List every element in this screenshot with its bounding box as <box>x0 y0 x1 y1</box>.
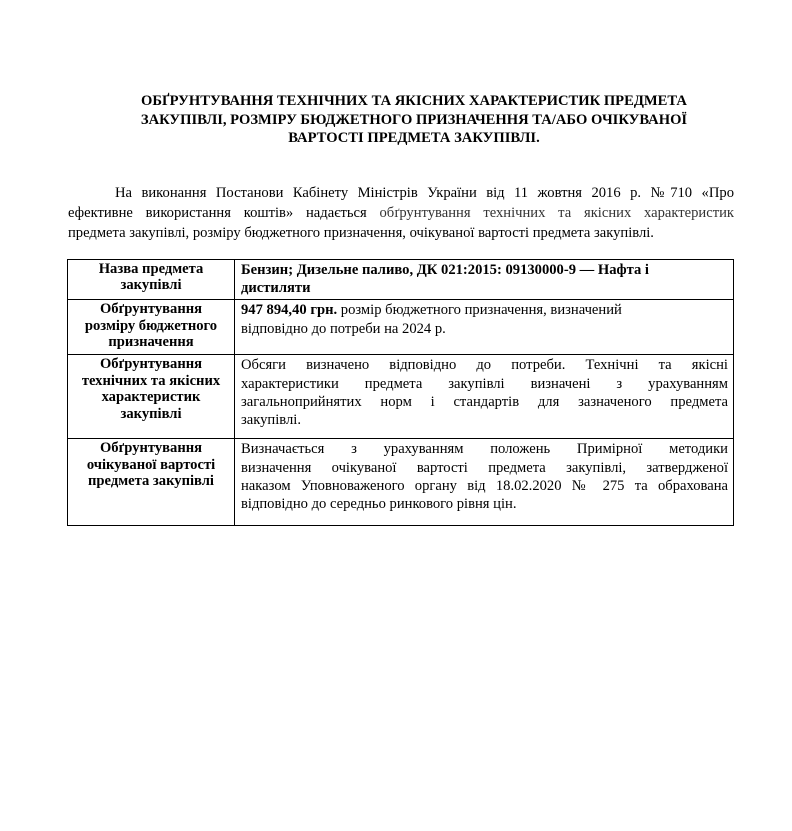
value-line: визначення очікуваної вартості предмета закупівлі, затвердженої <box>241 459 728 476</box>
value-line: Обсяги визначено відповідно до потреби. Технічні та якісні <box>241 357 728 374</box>
intro-line-end: обґрунтування технічних та якісних характеристик <box>379 205 735 221</box>
table-row <box>68 260 734 300</box>
label-line: технічних та якісних <box>81 372 221 389</box>
label-cell-technical <box>68 355 235 439</box>
label-line: закупівлі <box>120 405 182 422</box>
label-line: призначення <box>108 334 194 351</box>
value-line: відповідно до потреби на 2024 р. <box>241 320 446 337</box>
intro-line <box>68 203 734 223</box>
label-line: розміру бюджетного <box>84 317 218 334</box>
table-row <box>68 439 734 526</box>
label-line: характеристик <box>101 389 201 406</box>
label-cell-budget <box>68 300 235 355</box>
document-title <box>90 92 738 148</box>
label-line: Обґрунтування <box>99 301 203 318</box>
value-cell-expected-cost <box>235 439 734 526</box>
label-line: Назва предмета <box>98 261 204 277</box>
table-row <box>68 300 734 355</box>
intro-line-start: ефективне використання коштів» надається <box>68 205 367 221</box>
value-line <box>241 301 728 319</box>
value-line: відповідно до середньо ринкового рівня цін. <box>241 496 517 513</box>
intro-line: На виконання Постанови Кабінету Міністрів України від 11 жовтня 2016 р. №710 «Про <box>115 185 734 201</box>
title-line: ЗАКУПІВЛІ, РОЗМІРУ БЮДЖЕТНОГО ПРИЗНАЧЕННЯ ТА/АБО ОЧІКУВАНОЇ <box>140 111 688 128</box>
intro-paragraph <box>68 183 734 243</box>
value-line: закупівлі. <box>241 412 301 429</box>
value-cell-budget <box>235 300 734 355</box>
justification-table <box>67 259 734 526</box>
table-row <box>68 355 734 439</box>
label-cell-expected-cost <box>68 439 235 526</box>
budget-text: розмір бюджетного призначення, визначений <box>337 302 622 319</box>
label-line: Обґрунтування <box>99 440 203 457</box>
value-line: загальноприйнятих норм і стандартів для зазначеного предмета <box>241 393 728 410</box>
budget-amount: 947 894,40 грн. <box>241 302 338 319</box>
label-line: очікуваної вартості <box>86 456 216 473</box>
value-line: дистиляти <box>241 280 311 297</box>
value-cell-subject <box>235 260 734 300</box>
intro-line: предмета закупівлі, розміру бюджетного призначення, очікуваної вартості предмета закупівлі. <box>68 225 654 241</box>
value-cell-technical <box>235 355 734 439</box>
label-cell-subject <box>68 260 235 300</box>
value-line: наказом Уповноваженого органу від 18.02.2020 № 275 та обрахована <box>241 477 728 494</box>
value-line: Бензин; Дизельне паливо, ДК 021:2015: 09130000-9 — Нафта і <box>241 262 649 278</box>
label-line: Обґрунтування <box>99 356 203 373</box>
label-line: закупівлі <box>120 277 182 294</box>
value-line: Визначається з урахуванням положень Примірної методики <box>241 441 728 458</box>
title-line: ВАРТОСТІ ПРЕДМЕТА ЗАКУПІВЛІ. <box>288 130 540 146</box>
label-line: предмета закупівлі <box>88 473 214 490</box>
value-line: характеристики предмета закупівлі визначені з урахуванням <box>241 375 728 392</box>
title-line: ОБҐРУНТУВАННЯ ТЕХНІЧНИХ ТА ЯКІСНИХ ХАРАКТЕРИСТИК ПРЕДМЕТА <box>141 93 687 109</box>
